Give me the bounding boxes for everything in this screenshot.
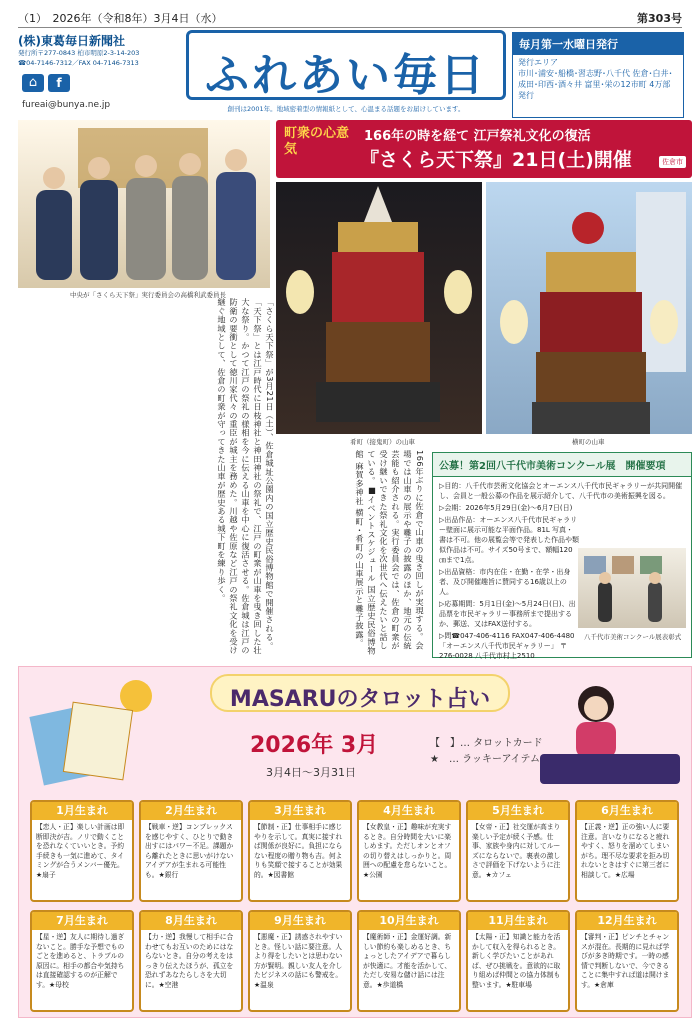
fortune-teller-illustration bbox=[540, 674, 680, 784]
masthead bbox=[186, 30, 506, 100]
publisher-address: 発行所〒277-0843 柏市明原2-3-14-203 bbox=[18, 49, 140, 57]
float-photo-sakanamachi bbox=[276, 182, 482, 434]
contest-contact: ▷問☎047-406-4116 FAX047-406-4480 「オーエンス八千代市民ギャラリー」 〒276-0028 八千代市村上2510 bbox=[439, 632, 575, 660]
exhibition-illustration bbox=[578, 548, 686, 628]
lead-kicker: 町衆の心意気 bbox=[284, 126, 350, 157]
month-text: 【節制・正】仕事相手に感じやりを示して。真実に接すれば関係が良好に。負担にならない程度の贈り物も吉。何よりも笑顔で接することが効果的。★図書館 bbox=[254, 823, 343, 879]
people-illustration bbox=[18, 120, 270, 288]
issue-number: 第303号 bbox=[637, 12, 682, 25]
float-illustration bbox=[276, 182, 482, 434]
tarot-range: 3月4日〜3月31日 bbox=[266, 766, 356, 779]
month-text: 【戦車・逆】コンプレックスを感じやすく、ひとりで動き出すにはパワー不足。課題から離れたときに思いがけないアイデアが生まれる可能性も。★銀行 bbox=[145, 823, 234, 879]
masthead-title: ふれあい毎日 bbox=[205, 50, 487, 101]
month-text: 【力・逆】我慢して相手に合わせてもお互いのためにはならないとき。自分の考えをはっきり伝えたほうが、孤立を恐れずあなたらしさを大切に。★空港 bbox=[145, 933, 234, 989]
photo2-caption: 肴町（接鬼町）の山車 bbox=[350, 438, 415, 446]
tarot-legend bbox=[430, 736, 543, 768]
tarot-title-banner bbox=[210, 674, 510, 712]
home-icon[interactable]: ⌂ bbox=[22, 74, 44, 92]
month-box-sep bbox=[248, 910, 352, 1012]
month-label: 12月生まれ bbox=[577, 912, 677, 930]
article-column-2: 166年ぶりに佐倉で山車の曳き回しが実現する。会場では山車の展示や囃子の披露のほか、地元の伝統芸能も紹介される。実行委員会では、佐倉の町衆が受け継いできた祭礼文化を次世代へ伝えたいと話している。■イベントスケジュール 国立歴史民俗博物館 麻賀多神社 横町・肴町の山車展示と囃子披露。 bbox=[355, 450, 425, 656]
month-box-oct bbox=[357, 910, 461, 1012]
month-box-apr bbox=[357, 800, 461, 902]
contest-eligibility: ▷出品資格：市内在住・在勤・在学・出身者、及び開催趣旨に賛同する16歳以上の人。 bbox=[439, 568, 571, 596]
month-text: 【星・逆】友人に期待し過ぎないこと。勝手な予想でものごとを進めると、トラブルの原因に。相手の都合や気持ちは直接確認するのが正解です。★母校 bbox=[36, 933, 125, 989]
contest-purpose: ▷目的：八千代市芸術文化協会とオーエンス八千代市民ギャラリーが共同開催し、会員と一般公募の作品を展示紹介して、八千代市の美術振興を図る。 bbox=[439, 482, 683, 500]
month-label: 8月生まれ bbox=[141, 912, 241, 930]
month-text: 【恋人・正】楽しい計画は即断即決が吉。ノリで動くことを恐れなくていいとき。予約手続きも一気に進めて、タイミングが合うメンバー優先。★扇子 bbox=[36, 823, 125, 879]
month-label: 9月生まれ bbox=[250, 912, 350, 930]
masthead-tagline: 創刊は2001年。地域密着型の情報紙として、心温まる話題をお届けしています。 bbox=[227, 105, 465, 113]
month-label: 11月生まれ bbox=[468, 912, 568, 930]
month-text: 【正義・逆】正の強い人に要注意。言いなりになると疲れやすく、怒りを溜めてしまいがち。理不尽な要求を拒み切れないときはすぐに第三者に相談して。★広場 bbox=[581, 823, 670, 879]
area-label: 発行エリア bbox=[518, 58, 558, 67]
contest-photo-caption: 八千代市美術コンクール展表彰式 bbox=[584, 633, 682, 641]
month-label: 6月生まれ bbox=[577, 802, 677, 820]
publisher-email[interactable]: fureai@bunya.ne.jp bbox=[22, 100, 111, 110]
lead-main-headline: 『さくら天下祭』21日(土)開催 bbox=[360, 149, 632, 171]
month-text: 【女帝・正】社交運が高まり楽しい予定が続く予感。仕事、家族や身内に対してルーズにならないで。裏表の激しさで評価を下げないように注意。★カフェ bbox=[472, 823, 561, 879]
month-box-feb bbox=[139, 800, 243, 902]
month-text: 【女教皇・正】趣味が充実するとき。自分時間を大いに楽しめます。ただしオンとオフの切り替えはしっかりと。周囲への配慮を怠らないこと。★公園 bbox=[363, 823, 452, 879]
month-box-dec bbox=[575, 910, 679, 1012]
month-text: 【太陽・正】知識と能力を活かして収入を得られるとき。新しく学びたいことがあれば、ぜひ挑戦を。意欲的に取り組めば仲間との協力体制も整います。★駐車場 bbox=[472, 933, 561, 989]
month-label: 3月生まれ bbox=[250, 802, 350, 820]
contest-title: 公募！第2回八千代市美術コンクール展 開催要項 bbox=[433, 453, 691, 477]
tarot-title: MASARUのタロット占い bbox=[229, 687, 491, 712]
top-dateline bbox=[18, 6, 682, 28]
lead-headline-banner bbox=[276, 120, 692, 178]
month-box-may bbox=[466, 800, 570, 902]
month-box-nov bbox=[466, 910, 570, 1012]
legend-card: 【 】… タロットカード bbox=[430, 738, 543, 749]
contest-period: ▷会期：2026年5月29日(金)〜6月7日(日) bbox=[439, 504, 573, 512]
month-box-mar bbox=[248, 800, 352, 902]
month-label: 4月生まれ bbox=[359, 802, 459, 820]
photo1-caption: 中央が「さくら天下祭」実行委員会の高橋利武委員長 bbox=[70, 291, 226, 299]
publisher-name: (株)東葛毎日新聞社 bbox=[18, 34, 125, 48]
month-label: 10月生まれ bbox=[359, 912, 459, 930]
month-label: 2月生まれ bbox=[141, 802, 241, 820]
month-text: 【審判・正】ピンチとチャンスが混在。長期的に見れば学びが多き時期です。一時の感情で判断しないで、今できることに集中すれば道は開けます。★倉庫 bbox=[581, 933, 670, 989]
city-tag: 佐倉市 bbox=[659, 156, 686, 168]
month-box-jan bbox=[30, 800, 134, 902]
issue-schedule: 毎月第一水曜日発行 bbox=[513, 33, 683, 55]
tarot-month: 2026年 3月 bbox=[250, 733, 379, 758]
publisher-tel: ☎04-7146-7312／FAX 04-7146-7313 bbox=[18, 59, 139, 67]
photo3-caption: 横町の山車 bbox=[572, 438, 605, 446]
issue-date: （1） 2026年（令和8年）3月4日（水） bbox=[18, 12, 223, 25]
month-label: 1月生まれ bbox=[32, 802, 132, 820]
month-box-aug bbox=[139, 910, 243, 1012]
month-box-jun bbox=[575, 800, 679, 902]
legend-item: ★ … ラッキーアイテム bbox=[430, 754, 541, 765]
contest-application: ▷応募期間：5月1日(金)〜5月24日(日)、出品票を市民ギャラリー事務所まで提出するか、郵送、又はFAX送付する。 bbox=[439, 600, 576, 628]
article-column-1: 「さくら天下祭」が3月21日（土）、佐倉城址公園内の国立歴史民俗博物館で開催される。「天下祭」とは江戸時代に日枝神社と神田神社の祭礼で、江戸の町衆が山車を曳き回した壮大な祭り。かつて江戸の祭礼の様相を今に伝える山車を中心に復活させる。佐倉城は江戸の防衛の要衝として徳川家代々の重臣が城主を務めた。川越や佐原など江戸の祭礼文化を受け継ぐ地域として、佐倉の町衆が守ってきた山車が歴史ある城下町を練り歩く。 bbox=[217, 298, 275, 655]
issue-info-box bbox=[512, 32, 684, 118]
contest-photo bbox=[578, 548, 686, 628]
month-text: 【魔術師・正】金運好調。新しい節約も楽しめるとき、ちょっとしたアイデアで暮らしが快適に。才能を活かして、ただし安易な儲け話には注意。★歩道橋 bbox=[363, 933, 452, 989]
lead-subtitle: 166年の時を経て 江戸祭礼文化の復活 bbox=[364, 129, 591, 144]
float-photo-yokomachi bbox=[486, 182, 692, 434]
tarot-cards-illustration bbox=[28, 676, 158, 786]
organizers-photo bbox=[18, 120, 270, 288]
month-box-jul bbox=[30, 910, 134, 1012]
month-text: 【悪魔・正】誘惑されやすいとき。怪しい話に要注意。人より得をしたいとは思わない方が賢明。親しい友人を介したビジネスの話にも警戒を。★温泉 bbox=[254, 933, 343, 989]
month-label: 7月生まれ bbox=[32, 912, 132, 930]
contest-works: ▷出品作品：オーエンス八千代市民ギャラリー壁面に展示可能な平面作品。81L 写真・書は不可。他の展覧会等で発表した作品や類似作品は不可。サイズ50号まで、額幅120㎝まで1点。 bbox=[439, 516, 579, 564]
float-illustration bbox=[486, 182, 692, 434]
month-label: 5月生まれ bbox=[468, 802, 568, 820]
facebook-icon[interactable]: f bbox=[48, 74, 70, 92]
area-list: 市川･浦安･船橋･習志野･八千代 佐倉･白井･成田･印西･酒々井 富里･栄の12市町 4万部発行 bbox=[518, 69, 673, 100]
